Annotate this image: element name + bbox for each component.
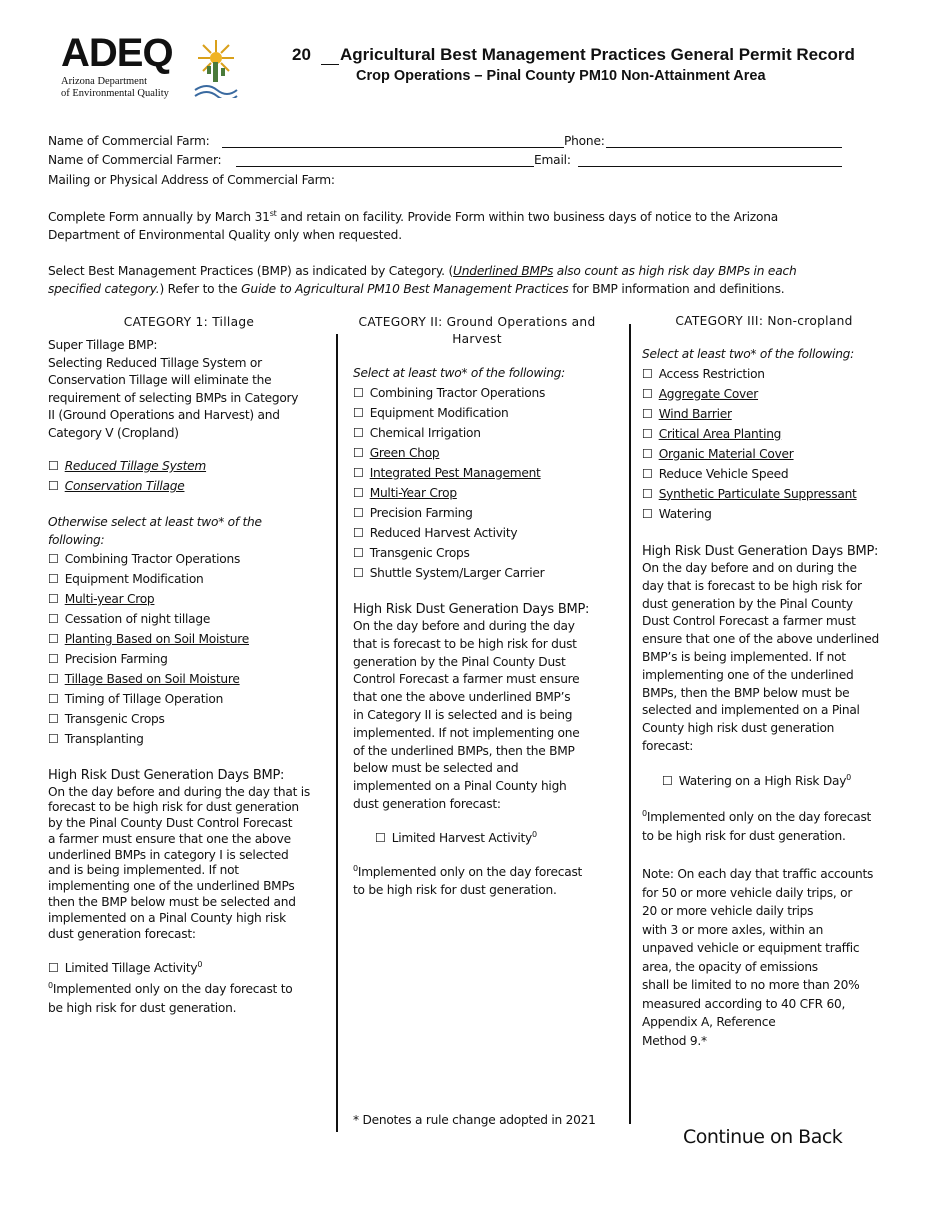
year-blank-line[interactable] — [321, 64, 339, 65]
text-line: On the day before and during the day — [353, 619, 575, 633]
checkbox-conservation-tillage[interactable] — [48, 476, 330, 496]
checkbox-icon[interactable]: ☐ — [48, 572, 59, 586]
checkbox-planting-based-on-soil-moisture[interactable] — [48, 629, 330, 649]
checkbox-label: Precision Farming — [64, 652, 168, 666]
checkbox-label: Planting Based on Soil Moisture — [64, 632, 249, 646]
checkbox-icon[interactable]: ☐ — [353, 445, 364, 460]
instr-text: Department of Environmental Quality only when requested. — [48, 228, 402, 242]
checkbox-limited-harvest[interactable] — [353, 830, 612, 848]
checkbox-synthetic-particulate-suppressant[interactable] — [642, 484, 902, 504]
instr-text: Underlined BMPs — [453, 264, 554, 278]
super-tillage-title: Super Tillage BMP: — [48, 338, 158, 352]
checkbox-label: Transgenic Crops — [64, 712, 165, 726]
checkbox-transplanting[interactable] — [48, 729, 330, 749]
checkbox-watering[interactable] — [642, 504, 902, 524]
logo-subtitle-2: of Environmental Quality — [61, 88, 169, 99]
checkbox-equipment-modification[interactable] — [48, 569, 330, 589]
high-risk-text — [642, 560, 902, 756]
text-line: that is forecast to be high risk for dust — [353, 636, 577, 651]
checkbox-reduced-harvest-activity[interactable] — [353, 523, 612, 543]
footnote-marker: 0 — [642, 809, 647, 819]
checkbox-label: Precision Farming — [369, 505, 473, 520]
category-1-heading: CATEGORY 1: Tillage — [123, 315, 255, 329]
checkbox-tillage-based-on-soil-moisture[interactable] — [48, 669, 330, 689]
text-line: day that is forecast to be high risk for — [642, 578, 862, 593]
instr-sup: st — [269, 208, 277, 218]
farm-name-label: Name of Commercial Farm: — [48, 134, 210, 148]
text-line: Appendix A, Reference — [642, 1015, 776, 1030]
checkbox-icon[interactable]: ☐ — [642, 466, 653, 481]
checkbox-icon[interactable]: ☐ — [353, 465, 364, 480]
text-line: dust generation forecast: — [48, 926, 196, 941]
checkbox-label: Watering — [658, 506, 712, 521]
checkbox-equipment-modification[interactable] — [353, 403, 612, 423]
text-line: implementing one of the underlined — [642, 667, 854, 682]
select-instruction: Select at least two* of the following: — [642, 347, 855, 361]
text-line: County high risk dust generation — [642, 721, 835, 736]
phone-label: Phone: — [564, 134, 605, 148]
page-title: Agricultural Best Management Practices General Permit Record — [340, 45, 855, 64]
text-line: implemented on a Pinal County high risk — [48, 910, 286, 925]
rule-change-footnote: * Denotes a rule change adopted in 2021 — [353, 1113, 596, 1127]
checkbox-transgenic-crops[interactable] — [353, 543, 612, 563]
text-line: Dust Control Forecast a farmer must — [642, 614, 856, 629]
footnote-text — [48, 980, 330, 1018]
checkbox-icon[interactable]: ☐ — [642, 486, 653, 501]
checkbox-icon[interactable]: ☐ — [642, 366, 653, 381]
footnote-marker: 0 — [353, 864, 358, 874]
checkbox-label: Multi-Year Crop — [369, 485, 457, 500]
checkbox-precision-farming[interactable] — [48, 649, 330, 669]
checkbox-label: Multi-year Crop — [64, 592, 155, 606]
text-line: On the day before and on during the — [642, 561, 857, 575]
checkbox-precision-farming[interactable] — [353, 503, 612, 523]
select-instruction: Select at least two* of the following: — [353, 366, 566, 380]
checkbox-label: Green Chop — [369, 445, 440, 460]
checkbox-icon[interactable]: ☐ — [353, 385, 364, 400]
text-line: measured according to 40 CFR 60, — [642, 996, 846, 1011]
text-line: implemented on a Pinal County high — [353, 779, 567, 794]
checkbox-icon[interactable]: ☐ — [48, 692, 59, 706]
checkbox-icon[interactable]: ☐ — [353, 565, 364, 580]
checkbox-icon[interactable]: ☐ — [48, 961, 59, 976]
instr-text: also count as high risk day BMPs in each — [553, 264, 797, 278]
text-line: a farmer must ensure that one the above — [48, 831, 291, 846]
text-line: then the BMP below must be selected and — [48, 895, 296, 910]
traffic-opacity-note — [642, 865, 902, 1050]
logo-wordmark: ADEQ — [61, 31, 173, 75]
checkbox-icon[interactable]: ☐ — [48, 652, 59, 666]
checkbox-icon[interactable]: ☐ — [48, 712, 59, 726]
instr-text: Guide to Agricultural PM10 Best Management Practices — [241, 282, 569, 296]
super-tillage-text — [48, 355, 330, 443]
text-line: Note: On each day that traffic accounts — [642, 867, 874, 882]
high-risk-text — [353, 618, 612, 814]
text-line: below must be selected and — [353, 761, 519, 776]
address-label: Mailing or Physical Address of Commercial Farm: — [48, 173, 335, 187]
high-risk-title: High Risk Dust Generation Days BMP: — [642, 543, 879, 559]
column-divider-left — [336, 334, 338, 1132]
checkbox-label: Reduced Harvest Activity — [369, 525, 518, 540]
column-divider-right — [629, 324, 631, 1124]
checkbox-icon[interactable]: ☐ — [48, 672, 59, 686]
text-line: Otherwise select at least two* of the — [48, 515, 262, 529]
checkbox-icon[interactable]: ☐ — [48, 459, 59, 473]
email-label: Email: — [534, 153, 571, 167]
checkbox-timing-of-tillage-operation[interactable] — [48, 689, 330, 709]
sun-cactus-icon — [193, 36, 239, 98]
text-line: forecast to be high risk for dust generation — [48, 800, 299, 815]
checkbox-label: Synthetic Particulate Suppressant — [658, 486, 857, 501]
checkbox-label: Access Restriction — [658, 366, 765, 381]
text-line: be high risk for dust generation. — [48, 1000, 237, 1015]
checkbox-icon[interactable]: ☐ — [353, 505, 364, 520]
text-line: unpaved vehicle or equipment traffic — [642, 941, 860, 956]
checkbox-label: Chemical Irrigation — [369, 425, 481, 440]
checkbox-icon[interactable]: ☐ — [353, 545, 364, 560]
checkbox-icon[interactable]: ☐ — [375, 830, 386, 845]
super-tillage-list — [48, 456, 330, 496]
instr-text: Complete Form annually by March 31 — [48, 210, 270, 224]
farmer-name-field[interactable] — [236, 166, 534, 167]
instr-text: and retain on facility. Provide Form within two business days of notice to the Arizona — [276, 210, 779, 224]
checkbox-label: Transgenic Crops — [369, 545, 470, 560]
text-line: underlined BMPs in category I is selected — [48, 847, 289, 862]
checkbox-label: Cessation of night tillage — [64, 612, 211, 626]
footnote-marker: 0 — [48, 980, 53, 990]
checkbox-icon[interactable]: ☐ — [48, 592, 59, 606]
text-line: generation by the Pinal County Dust — [353, 654, 566, 669]
checkbox-label: Equipment Modification — [64, 572, 204, 586]
text-line: BMPs, then the BMP below must be — [642, 685, 850, 700]
checkbox-icon[interactable]: ☐ — [48, 612, 59, 626]
text-line: On the day before and during the day that is — [48, 784, 310, 799]
checkbox-cessation-of-night-tillage[interactable] — [48, 609, 330, 629]
checkbox-label: Combining Tractor Operations — [64, 552, 241, 566]
text-line: Method 9.* — [642, 1033, 707, 1048]
heading-line: CATEGORY II: Ground Operations and — [358, 315, 596, 329]
checkbox-icon[interactable]: ☐ — [642, 506, 653, 521]
text-line: in Category II is selected and is being — [353, 707, 573, 722]
checkbox-reduce-vehicle-speed[interactable] — [642, 464, 902, 484]
checkbox-label: Equipment Modification — [369, 405, 509, 420]
checkbox-icon[interactable]: ☐ — [48, 632, 59, 646]
checkbox-label: Timing of Tillage Operation — [64, 692, 224, 706]
otherwise-instruction — [48, 514, 330, 549]
text-line: dust generation by the Pinal County — [642, 596, 853, 611]
checkbox-icon[interactable]: ☐ — [353, 485, 364, 500]
checkbox-limited-tillage[interactable] — [48, 960, 330, 978]
checkbox-critical-area-planting[interactable] — [642, 424, 902, 444]
category-3-heading: CATEGORY III: Non-cropland — [675, 314, 853, 328]
text-line: Control Forecast a farmer must ensure — [353, 672, 580, 687]
instructions-paragraph-2 — [48, 262, 908, 298]
checkbox-label: Critical Area Planting — [658, 426, 782, 441]
checkbox-icon[interactable]: ☐ — [662, 773, 673, 788]
checkbox-label: Limited Harvest Activity — [391, 830, 532, 845]
category-1-column — [48, 314, 330, 1018]
text-line: and is being implemented. If not — [48, 863, 239, 878]
checkbox-watering-high-risk[interactable] — [642, 773, 902, 791]
text-line: by the Pinal County Dust Control Forecast — [48, 816, 293, 831]
checkbox-integrated-pest-management[interactable] — [353, 463, 612, 483]
logo-subtitle-1: Arizona Department — [61, 76, 148, 87]
page-subtitle: Crop Operations – Pinal County PM10 Non-Attainment Area — [356, 68, 766, 84]
checkbox-icon[interactable]: ☐ — [48, 552, 59, 566]
farmer-name-label: Name of Commercial Farmer: — [48, 153, 222, 167]
checkbox-shuttle-system-larger-carrier[interactable] — [353, 563, 612, 583]
instr-text: ) Refer to the — [159, 282, 242, 296]
email-field[interactable] — [578, 166, 842, 167]
text-line: dust generation forecast: — [353, 796, 501, 811]
checkbox-label: Limited Tillage Activity — [64, 961, 198, 976]
text-line: BMP’s is being implemented. If not — [642, 649, 846, 664]
text-line: Category V (Cropland) — [48, 425, 179, 440]
phone-field[interactable] — [606, 147, 842, 148]
text-line: Implemented only on the day forecast — [646, 810, 872, 825]
checkbox-label: Tillage Based on Soil Moisture — [64, 672, 240, 686]
year-prefix: 20 — [292, 45, 311, 64]
checkbox-icon[interactable]: ☐ — [642, 406, 653, 421]
text-line: for 50 or more vehicle daily trips, or — [642, 885, 853, 900]
heading-line: Harvest — [452, 332, 502, 346]
high-risk-title: High Risk Dust Generation Days BMP: — [353, 601, 590, 617]
text-line: selected and implemented on a Pinal — [642, 703, 860, 718]
checkbox-green-chop[interactable] — [353, 443, 612, 463]
continue-on-back: Continue on Back — [683, 1126, 843, 1148]
checkbox-icon[interactable]: ☐ — [642, 446, 653, 461]
checkbox-multi-year-crop[interactable] — [48, 589, 330, 609]
text-line: 20 or more vehicle daily trips — [642, 904, 814, 919]
category-1-checklist — [48, 549, 330, 749]
instr-text: for BMP information and definitions. — [568, 282, 785, 296]
text-line: with 3 or more axles, within an — [642, 922, 824, 937]
category-3-checklist — [642, 364, 902, 524]
text-line: Implemented only on the day forecast — [357, 865, 583, 880]
checkbox-reduced-tillage[interactable] — [48, 456, 330, 476]
checkbox-icon[interactable]: ☐ — [353, 425, 364, 440]
checkbox-label: Shuttle System/Larger Carrier — [369, 565, 545, 580]
high-risk-text — [48, 785, 330, 943]
checkbox-transgenic-crops[interactable] — [48, 709, 330, 729]
footnote-text — [642, 808, 902, 846]
checkbox-label: Reduced Tillage System — [64, 459, 207, 473]
text-line: Implemented only on the day forecast to — [52, 981, 293, 996]
category-3-column — [642, 313, 902, 1050]
instr-text: specified category. — [48, 282, 160, 296]
checkbox-icon[interactable]: ☐ — [642, 386, 653, 401]
text-line: following: — [48, 532, 105, 547]
text-line: Selecting Reduced Tillage System or — [48, 355, 262, 370]
checkbox-label: Wind Barrier — [658, 406, 732, 421]
checkbox-access-restriction[interactable] — [642, 364, 902, 384]
checkbox-label: Integrated Pest Management — [369, 465, 541, 480]
checkbox-label: Aggregate Cover — [658, 386, 759, 401]
checkbox-label: Transplanting — [64, 732, 144, 746]
checkbox-label: Combining Tractor Operations — [369, 385, 546, 400]
checkbox-icon[interactable]: ☐ — [353, 405, 364, 420]
checkbox-label: Conservation Tillage — [64, 479, 185, 493]
instructions-paragraph-1 — [48, 208, 908, 244]
text-line: to be high risk for dust generation. — [353, 882, 557, 897]
footnote-marker: 0 — [197, 960, 203, 970]
form-year — [292, 44, 311, 66]
checkbox-organic-material-cover[interactable] — [642, 444, 902, 464]
checkbox-aggregate-cover[interactable] — [642, 384, 902, 404]
category-2-column — [342, 314, 612, 899]
text-line: implemented. If not implementing one — [353, 725, 580, 740]
instr-text: Select Best Management Practices (BMP) as indicated by Category. ( — [48, 264, 454, 278]
category-2-heading — [342, 314, 612, 348]
adeq-logo — [47, 32, 243, 102]
text-line: area, the opacity of emissions — [642, 959, 818, 974]
text-line: shall be limited to no more than 20% — [642, 978, 860, 993]
checkbox-icon[interactable]: ☐ — [48, 479, 59, 493]
footnote-marker: 0 — [531, 829, 537, 839]
text-line: implementing one of the underlined BMPs — [48, 879, 295, 894]
category-2-checklist — [353, 383, 612, 583]
checkbox-icon[interactable]: ☐ — [353, 525, 364, 540]
checkbox-icon[interactable]: ☐ — [48, 732, 59, 746]
checkbox-wind-barrier[interactable] — [642, 404, 902, 424]
text-line: of the underlined BMPs, then the BMP — [353, 743, 575, 758]
footnote-marker: 0 — [846, 772, 852, 782]
checkbox-label: Reduce Vehicle Speed — [658, 466, 789, 481]
text-line: that one the above underlined BMP’s — [353, 690, 571, 705]
text-line: Conservation Tillage will eliminate the — [48, 373, 272, 387]
footnote-text — [353, 864, 612, 899]
checkbox-label: Organic Material Cover — [658, 446, 794, 461]
checkbox-combining-tractor-operations[interactable] — [353, 383, 612, 403]
checkbox-chemical-irrigation[interactable] — [353, 423, 612, 443]
checkbox-icon[interactable]: ☐ — [642, 426, 653, 441]
text-line: requirement of selecting BMPs in Category — [48, 390, 299, 405]
high-risk-title: High Risk Dust Generation Days BMP: — [48, 768, 285, 783]
text-line: ensure that one of the above underlined — [642, 632, 880, 647]
checkbox-multi-year-crop[interactable] — [353, 483, 612, 503]
farm-name-field[interactable] — [222, 147, 564, 148]
text-line: to be high risk for dust generation. — [642, 829, 846, 844]
text-line: forecast: — [642, 738, 694, 753]
checkbox-combining-tractor-operations[interactable] — [48, 549, 330, 569]
checkbox-label: Watering on a High Risk Day — [678, 773, 847, 788]
text-line: II (Ground Operations and Harvest) and — [48, 408, 280, 422]
